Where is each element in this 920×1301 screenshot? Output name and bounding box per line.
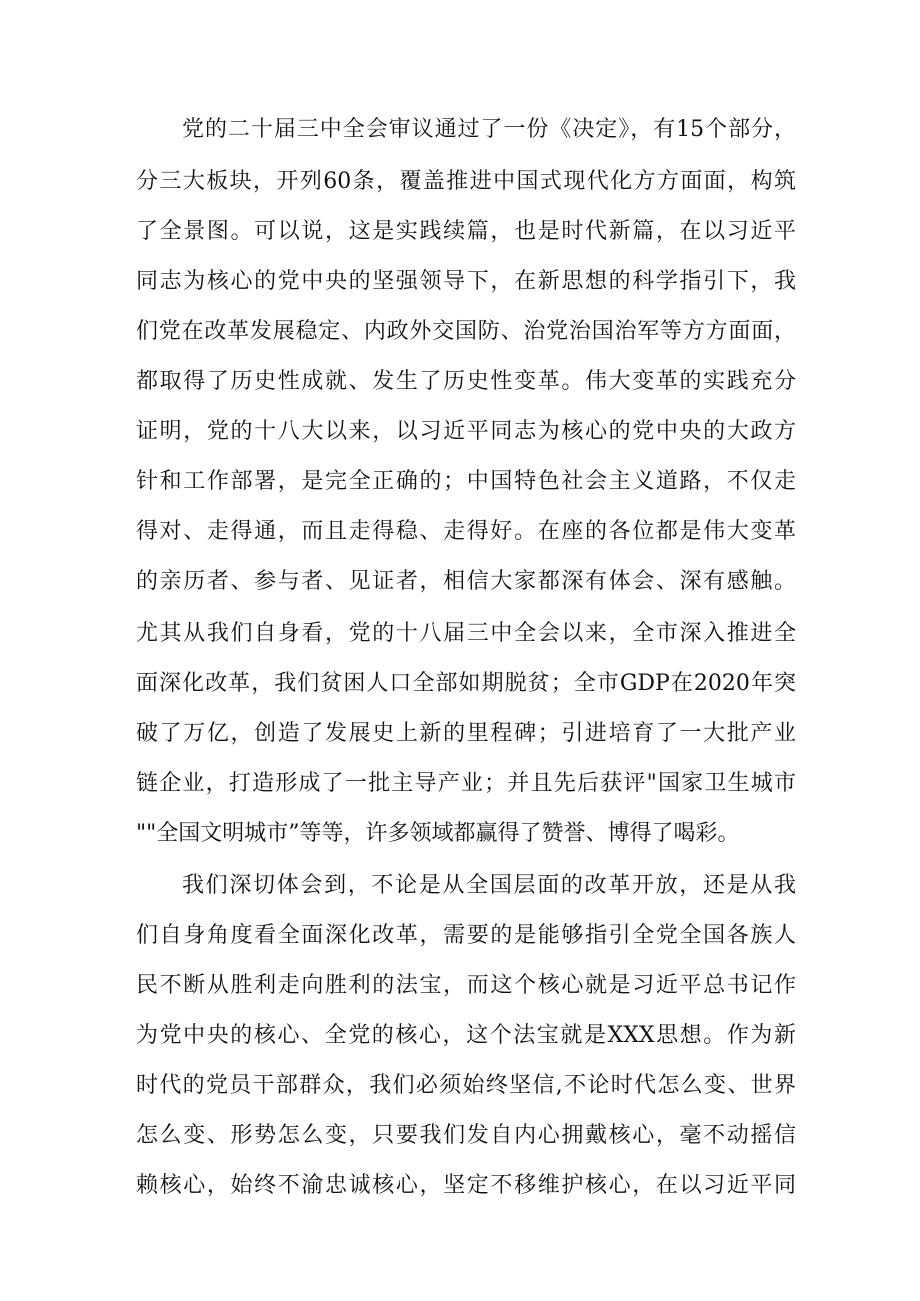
text-line: 的亲历者、参与者、见证者，相信大家都深有体会、深有感触。 <box>136 569 796 594</box>
text-line: 分三大板块，开列60条，覆盖推进中国式现代化方方面面，构筑 <box>136 169 796 194</box>
text-line: 了全景图。可以说，这是实践续篇，也是时代新篇，在以习近平 <box>136 219 796 244</box>
text-line: 民不断从胜利走向胜利的法宝，而这个核心就是习近平总书记作 <box>136 973 796 998</box>
text-line: 都取得了历史性成就、发生了历史性变革。伟大变革的实践充分 <box>136 369 796 394</box>
text-line: 尤其从我们自身看，党的十八届三中全会以来，全市深入推进全 <box>136 621 796 646</box>
text-line: ""全国文明城市”等等，许多领域都赢得了赞誉、博得了喝彩。 <box>136 821 740 846</box>
text-line: 怎么变、形势怎么变，只要我们发自内心拥戴核心，毫不动摇信 <box>136 1123 796 1148</box>
text-line: 时代的党员干部群众，我们必须始终坚信,不论时代怎么变、世界 <box>136 1073 796 1098</box>
text-line: 破了万亿，创造了发展史上新的里程碑；引进培育了一大批产业 <box>136 721 796 746</box>
text-line: 为党中央的核心、全党的核心，这个法宝就是XXX思想。作为新 <box>136 1023 796 1048</box>
text-line: 党的二十届三中全会审议通过了一份《决定》，有15个部分， <box>182 117 796 142</box>
text-line: 证明，党的十八大以来，以习近平同志为核心的党中央的大政方 <box>136 419 796 444</box>
text-line: 针和工作部署，是完全正确的；中国特色社会主义道路，不仅走 <box>136 469 796 494</box>
text-line: 我们深切体会到，不论是从全国层面的改革开放，还是从我 <box>182 873 796 898</box>
text-line: 们党在改革发展稳定、内政外交国防、治党治国治军等方方面面， <box>136 319 796 344</box>
text-line: 赖核心，始终不渝忠诚核心，坚定不移维护核心，在以习近平同 <box>136 1173 796 1198</box>
text-line: 面深化改革，我们贫困人口全部如期脱贫；全市GDP在2020年突 <box>136 671 796 696</box>
text-line: 们自身角度看全面深化改革，需要的是能够指引全党全国各族人 <box>136 923 796 948</box>
text-line: 得对、走得通，而且走得稳、走得好。在座的各位都是伟大变革 <box>136 519 796 544</box>
text-line: 链企业，打造形成了一批主导产业；并且先后获评"国家卫生城市 <box>136 771 796 796</box>
text-line: 同志为核心的党中央的坚强领导下，在新思想的科学指引下，我 <box>136 269 796 294</box>
